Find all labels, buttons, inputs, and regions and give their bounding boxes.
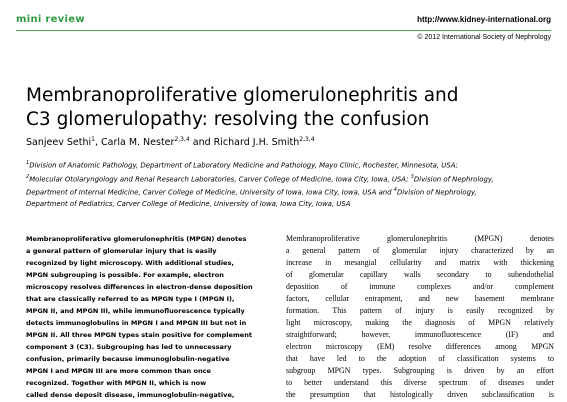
abstract-line: recognized. Together with MPGN II, which is now — [26, 379, 207, 387]
affil-sup: 2 — [26, 173, 30, 180]
abstract-line: MPGN subgrouping is possible. For example, electron — [26, 271, 224, 279]
affil-text: Division of Nephrology, — [413, 174, 494, 183]
abstract-line: MPGN II, and MPGN III, while immunofluorescence typically — [26, 307, 245, 315]
body-line: subgroup MPGN types. Subgrouping is driven by an effort — [286, 366, 554, 375]
body-line: deposition of immune complexes and/or complement — [286, 282, 554, 291]
body-line: to better understand this diverse spectrum of diseases under — [286, 378, 554, 387]
body-line: factors, cellular entrapment, and new basement membrane — [286, 294, 554, 303]
author-separator: and — [189, 137, 214, 149]
author-affil-sup: 1 — [91, 136, 95, 143]
body-line: formation. This pattern of injury is easily recognized by — [286, 306, 554, 315]
body-line: the presumption that histologically driven subclassification is — [286, 390, 554, 399]
abstract-line: MPGN I and MPGN III are more common than once — [26, 367, 211, 375]
abstract-line: that are classically referred to as MPGN type I (MPGN I), — [26, 295, 235, 303]
body-line: Membranoproliferative glomerulonephritis (MPGN) denotes — [286, 234, 554, 243]
copyright-notice: © 2012 International Society of Nephrology — [417, 34, 551, 41]
body-line: that have led to the adoption of classification systems to — [286, 354, 554, 363]
body-text — [286, 233, 554, 401]
author-affil-sup: 2,3,4 — [299, 136, 315, 143]
affiliation-line — [26, 199, 546, 210]
author-list — [26, 136, 315, 148]
affiliation-line — [26, 185, 546, 199]
abstract-line: called dense deposit disease, immunoglobulin-negative, — [26, 391, 235, 399]
abstract-line: a general pattern of glomerular injury that is easily — [26, 247, 217, 255]
body-line: increase in mesangial cellularity and matrix with thickening — [286, 258, 554, 267]
affil-sup: 3 — [410, 173, 414, 180]
article-title — [26, 84, 556, 132]
affiliation-line — [26, 172, 546, 186]
abstract-line: confusion, primarily because immunoglobulin-negative — [26, 355, 230, 363]
title-line-1: Membranoproliferative glomerulonephritis and — [26, 85, 459, 106]
author-affil-sup: 2,3,4 — [174, 136, 190, 143]
journal-url[interactable]: http://www.kidney-international.org — [417, 15, 551, 24]
affiliations — [26, 158, 546, 210]
author-separator: , — [94, 137, 101, 149]
abstract-line: MPGN II. All three MPGN types stain positive for complement — [26, 331, 253, 339]
affil-sup: 1 — [26, 160, 30, 166]
body-line: light microscopy, making the diagnosis of MPGN relatively — [286, 318, 554, 327]
header-divider — [16, 30, 551, 31]
abstract-line: Membranoproliferative glomerulonephritis (MPGN) denotes — [26, 235, 247, 243]
author-name: Richard J.H. Smith — [213, 137, 300, 149]
affil-text: Division of Nephrology, — [396, 188, 477, 197]
abstract-line: microscopy resolves differences in electron-dense deposition — [26, 283, 253, 291]
section-label: mini review — [16, 14, 85, 25]
body-line: a general pattern of glomerular injury characterized by an — [286, 246, 554, 255]
abstract — [26, 233, 274, 401]
body-line: straightforward; however, immunofluorescence (IF) and — [286, 330, 554, 339]
affil-text: Molecular Otolaryngology and Renal Research Laboratories, Carver College of Medicine, Iowa City, Iowa, USA; — [29, 174, 409, 183]
affil-text: Division of Anatomic Pathology, Department of Laboratory Medicine and Pathology, Mayo Clinic, Rochester, Minnesota, USA; — [29, 161, 458, 170]
affil-sup: 4 — [393, 187, 397, 194]
affiliation-line — [26, 158, 546, 172]
author-name: Sanjeev Sethi — [26, 137, 92, 149]
affil-text: Department of Internal Medicine, Carver College of Medicine, University of Iowa, Iowa City, Iowa, USA and — [26, 188, 392, 197]
abstract-line: recognized by light microscopy. With additional studies, — [26, 259, 234, 267]
body-line: of glomerular capillary walls secondary to subendothelial — [286, 270, 554, 279]
affil-text: Department of Pediatrics, Carver College of Medicine, University of Iowa, Iowa City, Iowa, USA — [26, 199, 351, 208]
abstract-line: component 3 (C3). Subgrouping has led to unnecessary — [26, 343, 232, 351]
author-name: Carla M. Nester — [100, 137, 175, 149]
abstract-line: detects immunoglobulins in MPGN I and MPGN III but not in — [26, 319, 247, 327]
body-line: electron microscopy (EM) resolve differences among MPGN — [286, 342, 554, 351]
title-line-2: C3 glomerulopathy: resolving the confusion — [26, 109, 430, 130]
